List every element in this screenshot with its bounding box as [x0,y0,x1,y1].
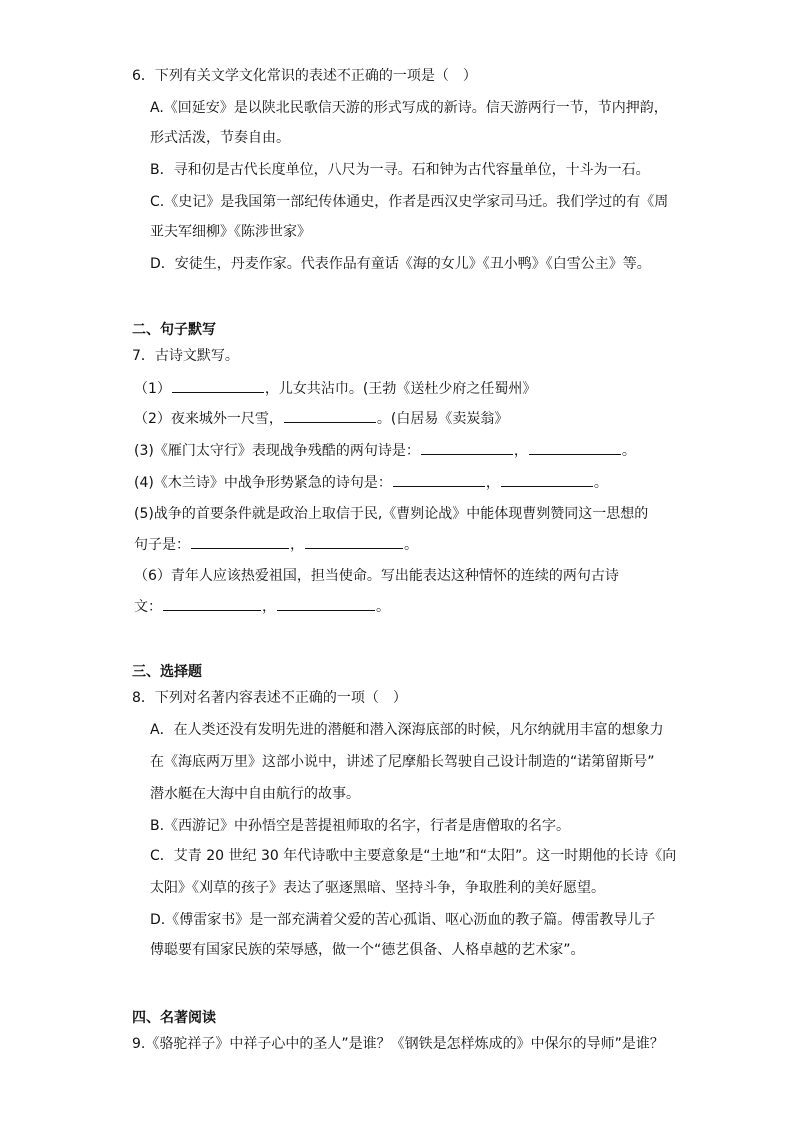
q8-option-a-line1: A．在人类还没有发明先进的潜艇和潜入深海底部的时候，凡尔纳就用丰富的想象力 [150,722,664,738]
q8-option-d-line2: 傅聪要有国家民族的荣辱感，做一个“德艺俱备、人格卓越的艺术家”。 [150,942,585,958]
section-3-title: 三、选择题 [132,664,202,680]
question-7-stem: 7．古诗文默写。 [132,348,239,364]
q7-item-6-line2: 文： ， 。 [134,596,390,617]
answer-blank[interactable] [393,472,485,487]
q8-option-a-line3: 潜水艇在大海中自由航行的故事。 [150,786,360,802]
answer-blank[interactable] [501,472,593,487]
q8-option-c-line1: C．艾青 20 世纪 30 年代诗歌中主要意象是“土地”和“太阳”。这一时期他的长诗《向 [150,848,677,864]
q6-option-a-line1: A.《回延安》是以陕北民歌信天游的形式写成的新诗。信天游两行一节，节内押韵， [150,100,668,116]
q6-option-c-line2: 亚夫军细柳》《陈涉世家》 [150,224,311,240]
answer-blank[interactable] [305,534,403,549]
q7-item-6-line1: （6）青年人应该热爱祖国，担当使命。写出能表达这种情怀的连续的两句古诗 [134,568,619,584]
q7-item-3: (3)《雁门太守行》表现战争残酷的两句诗是： ， 。 [134,440,636,461]
q7-item-2: （2）夜来城外一尺雪， 。(白居易《卖炭翁》 [134,408,508,429]
question-9-stem: 9.《骆驼祥子》中祥子心中的圣人”是谁？《钢铁是怎样炼成的》中保尔的导师”是谁？ [132,1036,664,1052]
q6-option-d: D．安徒生，丹麦作家。代表作品有童话《海的女儿》《丑小鸭》《白雪公主》等。 [150,256,651,272]
q8-option-a-line2: 在《海底两万里》这部小说中，讲述了尼摩船长驾驶自己设计制造的“诺第留斯号” [150,754,655,770]
q7-item-5-line1: (5)战争的首要条件就是政治上取信于民,《曹刿论战》中能体现曹刿赞同这一思想的 [134,506,649,522]
q6-option-a-line2: 形式活泼，节奏自由。 [150,130,290,146]
q6-option-b: B．寻和仞是古代长度单位，八尺为一寻。石和钟为古代容量单位，十斗为一石。 [150,162,650,178]
question-6-stem: 6．下列有关文学文化常识的表述不正确的一项是（ ） [132,68,477,84]
q7-item-5-line2: 句子是： ， 。 [134,534,418,555]
question-8-stem: 8．下列对名著内容表述不正确的一项（ ） [132,690,407,706]
answer-blank[interactable] [191,534,289,549]
q8-option-d-line1: D.《傅雷家书》是一部充满着父爱的苦心孤诣、呕心沥血的教子篇。傅雷教导儿子 [150,912,656,928]
q8-option-b: B.《西游记》中孙悟空是菩提祖师取的名字，行者是唐僧取的名字。 [150,818,571,834]
answer-blank[interactable] [529,440,621,455]
q6-option-c-line1: C.《史记》是我国第一部纪传体通史，作者是西汉史学家司马迁。我们学过的有《周 [150,194,669,210]
q7-item-1: （1） ，儿女共沾巾。(王勃《送杜少府之任蜀州》 [134,378,536,399]
section-4-title: 四、名著阅读 [132,1010,216,1026]
q8-option-c-line2: 太阳》《刈草的孩子》表达了驱逐黑暗、坚持斗争，争取胜利的美好愿望。 [150,880,605,896]
answer-blank[interactable] [163,596,261,611]
section-2-title: 二、句子默写 [132,322,216,338]
answer-blank[interactable] [172,378,264,393]
answer-blank[interactable] [421,440,513,455]
answer-blank[interactable] [284,408,376,423]
q7-item-4: (4)《木兰诗》中战争形势紧急的诗句是： ， 。 [134,472,608,493]
answer-blank[interactable] [277,596,375,611]
